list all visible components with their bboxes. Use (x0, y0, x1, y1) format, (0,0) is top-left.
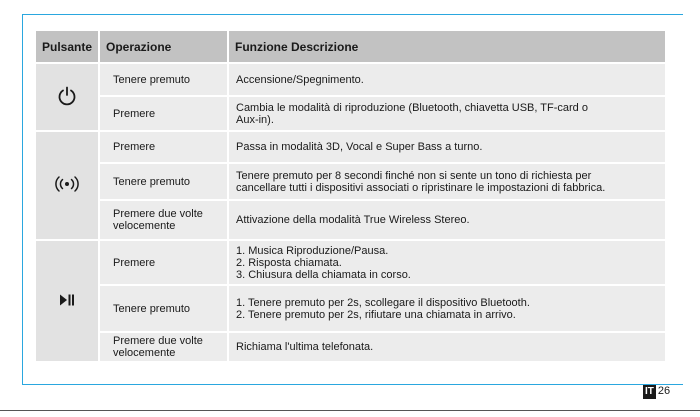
function-cell: Attivazione della modalità True Wireless Stereo. (229, 201, 667, 241)
page-frame-bottom (22, 384, 683, 385)
table-row (36, 64, 667, 97)
button-cell-power (36, 64, 100, 132)
operation-cell: Tenere premuto (100, 164, 229, 201)
header-button: Pulsante (36, 31, 100, 64)
button-cell-play-pause (36, 241, 100, 363)
header-function: Funzione Descrizione (229, 31, 667, 64)
function-cell: Tenere premuto per 8 secondi finché non si sente un tono di richiesta per cancellare tutti i dispositivi associati o ripristinare le impostazioni di fabbrica. (229, 164, 667, 201)
header-operation: Operazione (100, 31, 229, 64)
language-code: IT (645, 386, 654, 397)
page-number: 26 (657, 385, 671, 397)
operation-cell: Premere (100, 132, 229, 164)
function-cell: Richiama l'ultima telefonata. (229, 333, 667, 363)
operation-cell: Premere due volte velocemente (100, 333, 229, 363)
operation-cell: Premere due volte velocemente (100, 201, 229, 241)
operation-cell: Tenere premuto (100, 286, 229, 333)
table-row (36, 201, 667, 241)
table-header-row (36, 31, 667, 64)
function-cell: 1. Musica Riproduzione/Pausa. 2. Risposta chiamata. 3. Chiusura della chiamata in corso. (229, 241, 667, 286)
button-function-table (36, 31, 667, 363)
table-row (36, 241, 667, 286)
operation-cell: Premere (100, 97, 229, 132)
table-row (36, 164, 667, 201)
table-row (36, 333, 667, 363)
power-icon (56, 85, 78, 110)
operation-cell: Premere (100, 241, 229, 286)
table-row (36, 286, 667, 333)
table-row (36, 97, 667, 132)
function-cell: Accensione/Spegnimento. (229, 64, 667, 97)
table-row (36, 132, 667, 164)
button-cell-wireless-mode (36, 132, 100, 241)
play-pause-icon (59, 294, 75, 309)
operation-cell: Tenere premuto (100, 64, 229, 97)
function-cell: 1. Tenere premuto per 2s, scollegare il dispositivo Bluetooth. 2. Tenere premuto per 2s, rifiutare una chiamata in arrivo. (229, 286, 667, 333)
page-number-badge (643, 384, 683, 398)
function-cell: Passa in modalità 3D, Vocal e Super Bass a turno. (229, 132, 667, 164)
bottom-rule (0, 410, 700, 411)
function-cell: Cambia le modalità di riproduzione (Bluetooth, chiavetta USB, TF-card o Aux-in). (229, 97, 667, 132)
wireless-mode-icon (52, 175, 82, 196)
